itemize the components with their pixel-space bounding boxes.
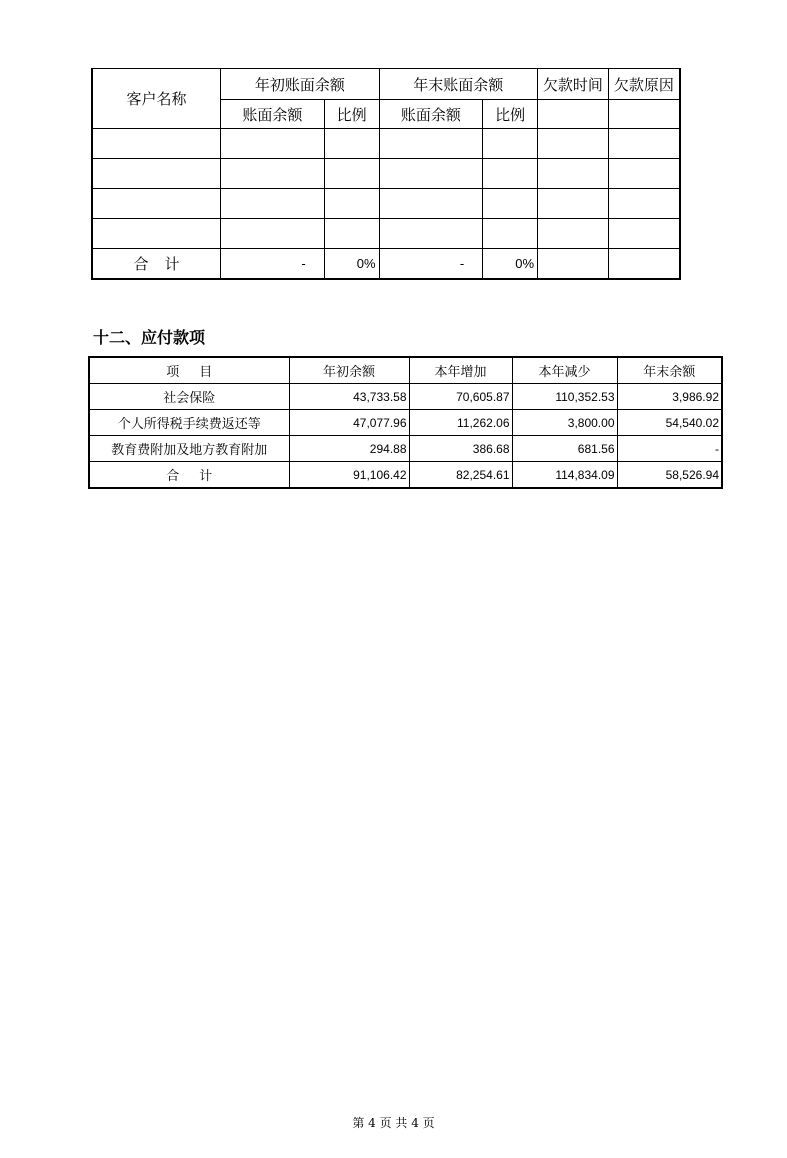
table-row bbox=[89, 410, 722, 436]
table-row bbox=[92, 189, 680, 219]
total-begin-balance: - bbox=[221, 249, 325, 280]
total-row bbox=[89, 462, 722, 489]
empty-cell bbox=[608, 249, 680, 280]
receivables-table bbox=[91, 68, 681, 280]
row-begin: 43,733.58 bbox=[289, 384, 409, 410]
row-end: 3,986.92 bbox=[617, 384, 722, 410]
row-item: 教育费附加及地方教育附加 bbox=[89, 436, 289, 462]
header-end-balance-group: 年末账面余额 bbox=[379, 69, 537, 100]
total-end-balance: - bbox=[379, 249, 483, 280]
header-arrears-time: 欠款时间 bbox=[538, 69, 609, 100]
row-end: 54,540.02 bbox=[617, 410, 722, 436]
total-increase: 82,254.61 bbox=[409, 462, 512, 489]
row-item: 个人所得税手续费返还等 bbox=[89, 410, 289, 436]
empty-cell bbox=[608, 100, 680, 129]
header-begin: 年初余额 bbox=[289, 357, 409, 384]
table-row bbox=[89, 384, 722, 410]
payables-table bbox=[88, 356, 723, 489]
row-increase: 386.68 bbox=[409, 436, 512, 462]
total-end-ratio: 0% bbox=[483, 249, 538, 280]
section-title: 十二、应付款项 bbox=[93, 328, 206, 347]
empty-cell bbox=[538, 249, 609, 280]
row-begin: 47,077.96 bbox=[289, 410, 409, 436]
header-decrease: 本年减少 bbox=[512, 357, 617, 384]
table-row bbox=[92, 219, 680, 249]
row-decrease: 3,800.00 bbox=[512, 410, 617, 436]
total-begin: 91,106.42 bbox=[289, 462, 409, 489]
row-increase: 11,262.06 bbox=[409, 410, 512, 436]
page-footer: 第 4 页 共 4 页 bbox=[352, 1116, 435, 1130]
total-row bbox=[92, 249, 680, 280]
row-item: 社会保险 bbox=[89, 384, 289, 410]
table-row bbox=[92, 159, 680, 189]
header-ratio-begin: 比例 bbox=[324, 100, 379, 129]
header-book-balance-end: 账面余额 bbox=[379, 100, 483, 129]
header-row bbox=[89, 357, 722, 384]
header-customer-name: 客户名称 bbox=[92, 69, 221, 129]
row-end: - bbox=[617, 436, 722, 462]
total-end: 58,526.94 bbox=[617, 462, 722, 489]
header-arrears-reason: 欠款原因 bbox=[608, 69, 680, 100]
header-end: 年末余额 bbox=[617, 357, 722, 384]
header-item: 项目 bbox=[89, 357, 289, 384]
total-begin-ratio: 0% bbox=[324, 249, 379, 280]
row-begin: 294.88 bbox=[289, 436, 409, 462]
table-row bbox=[92, 129, 680, 159]
header-ratio-end: 比例 bbox=[483, 100, 538, 129]
empty-cell bbox=[538, 100, 609, 129]
table-row bbox=[89, 436, 722, 462]
total-label: 合计 bbox=[92, 249, 221, 280]
row-decrease: 110,352.53 bbox=[512, 384, 617, 410]
header-begin-balance-group: 年初账面余额 bbox=[221, 69, 379, 100]
total-decrease: 114,834.09 bbox=[512, 462, 617, 489]
header-book-balance-begin: 账面余额 bbox=[221, 100, 325, 129]
total-label: 合计 bbox=[89, 462, 289, 489]
row-decrease: 681.56 bbox=[512, 436, 617, 462]
header-increase: 本年增加 bbox=[409, 357, 512, 384]
row-increase: 70,605.87 bbox=[409, 384, 512, 410]
